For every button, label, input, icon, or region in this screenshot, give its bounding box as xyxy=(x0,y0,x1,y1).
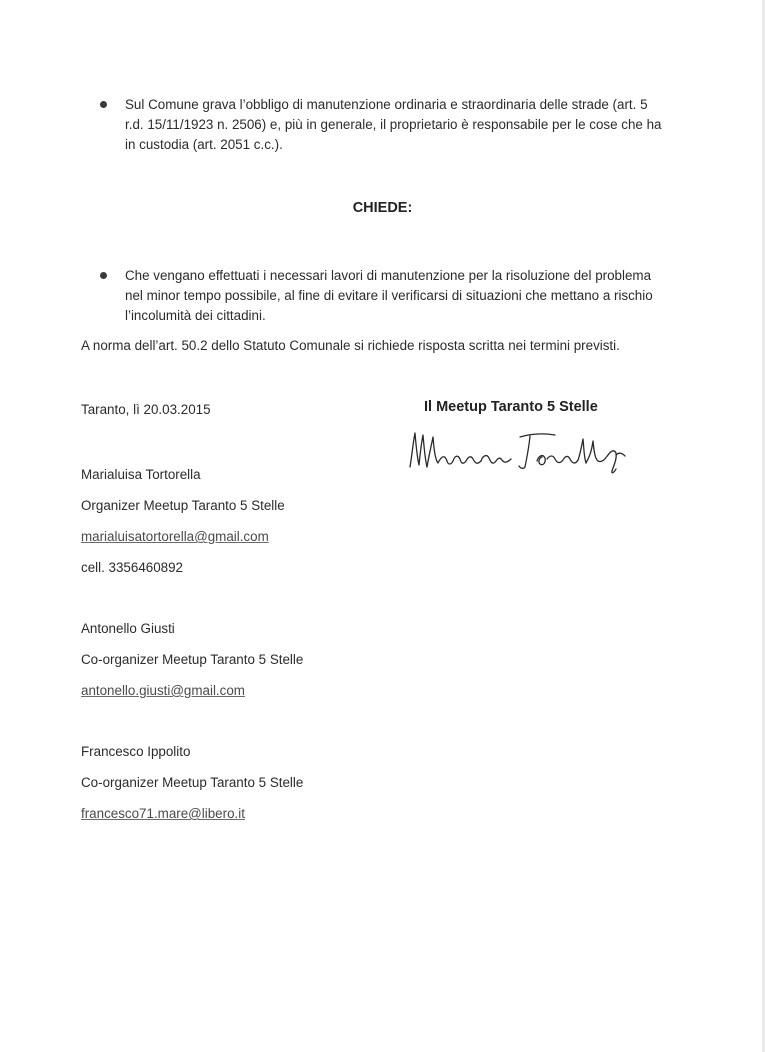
contact-email-link[interactable]: francesco71.mare@libero.it xyxy=(81,806,245,821)
section-heading: CHIEDE: xyxy=(352,200,413,216)
contact-role: Co-organizer Meetup Taranto 5 Stelle xyxy=(81,775,304,790)
bullet-icon xyxy=(100,272,107,279)
bullet-item-obligation xyxy=(100,95,700,155)
bullet-text xyxy=(125,266,700,326)
bullet-line: nel minor tempo possibile, al fine di evitare il verificarsi di situazioni che mettano a rischio xyxy=(125,288,653,303)
bullet-line: Sul Comune grava l’obbligo di manutenzione ordinaria e straordinaria delle strade (art. 5 xyxy=(125,97,648,112)
bullet-line: in custodia (art. 2051 c.c.). xyxy=(125,137,283,152)
handwritten-signature xyxy=(405,425,630,475)
norma-paragraph: A norma dell’art. 50.2 dello Statuto Comunale si richiede risposta scritta nei termini previsti. xyxy=(81,338,620,353)
signature-title: Il Meetup Taranto 5 Stelle xyxy=(424,399,598,415)
contact-name: Francesco Ippolito xyxy=(81,744,191,759)
bullet-item-request xyxy=(100,266,700,326)
contact-role: Co-organizer Meetup Taranto 5 Stelle xyxy=(81,652,304,667)
contact-email-link[interactable]: antonello.giusti@gmail.com xyxy=(81,683,245,698)
contact-name: Marialuisa Tortorella xyxy=(81,467,201,482)
bullet-icon xyxy=(100,101,107,108)
bullet-text xyxy=(125,95,700,155)
place-date: Taranto, lì 20.03.2015 xyxy=(81,402,211,417)
contact-name: Antonello Giusti xyxy=(81,621,175,636)
contact-email-link[interactable]: marialuisatortorella@gmail.com xyxy=(81,529,269,544)
bullet-line: Che vengano effettuati i necessari lavori di manutenzione per la risoluzione del problema xyxy=(125,268,652,283)
contact-phone: cell. 3356460892 xyxy=(81,560,184,575)
bullet-line: r.d. 15/11/1923 n. 2506) e, più in generale, il proprietario è responsabile per le cose che ha xyxy=(125,117,662,132)
contact-role: Organizer Meetup Taranto 5 Stelle xyxy=(81,498,285,513)
bullet-line: l’incolumità dei cittadini. xyxy=(125,308,266,323)
